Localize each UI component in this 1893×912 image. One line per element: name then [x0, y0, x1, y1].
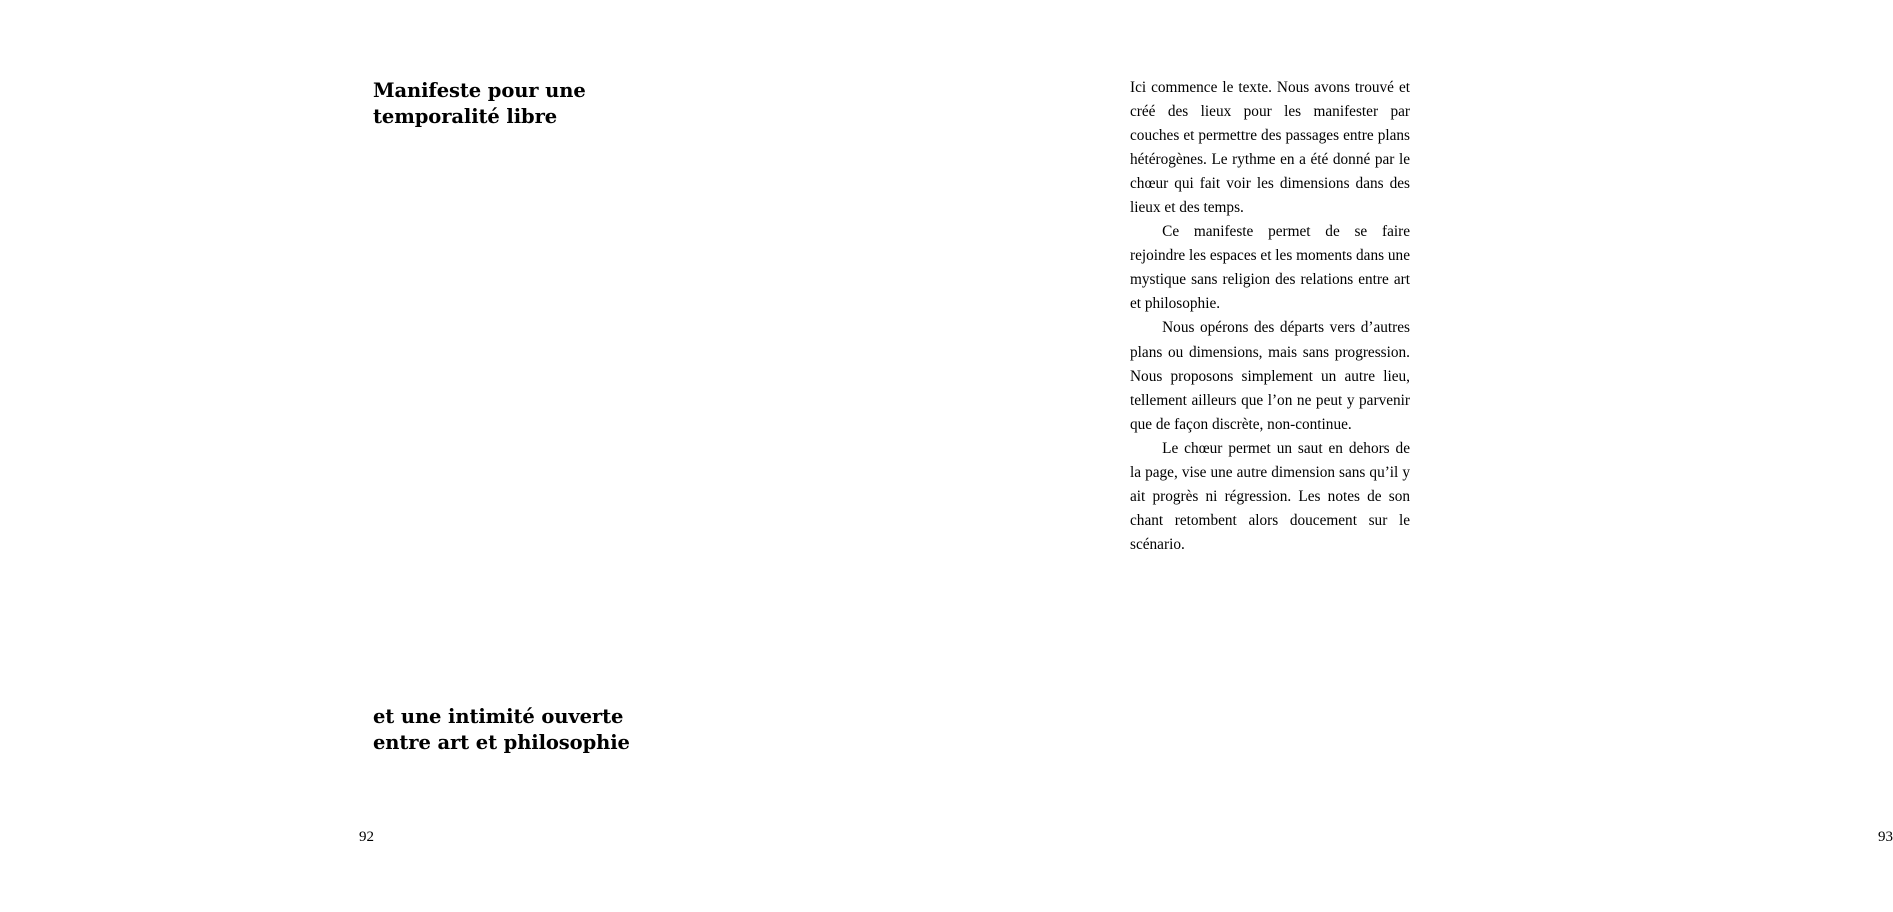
folio-left: 92 [359, 829, 374, 845]
page-subtitle [373, 704, 713, 756]
body-paragraph: Le chœur permet un saut en dehors de la page, vise une autre dimension sans qu’il y ait progrès ni régression. Les notes de son chant retombent alors doucement sur le scénario. [1130, 439, 1410, 553]
body-paragraph: Nous opérons des départs vers d’autres plans ou dimensions, mais sans progression. Nous proposons simplement un autre lieu, tellement ailleurs que l’on ne peut y parvenir que de façon discrète, non-continue. [1130, 319, 1410, 433]
left-page [0, 0, 743, 912]
page-title-line-1: Manifeste pour une [373, 79, 586, 102]
page-title-line-2: temporalité libre [373, 105, 558, 128]
right-page [743, 0, 1893, 912]
body-paragraph: Ce manifeste permet de se faire rejoindre les espaces et les moments dans une mystique sans religion des relations entre art et philosophie. [1130, 223, 1410, 313]
page-subtitle-line-2: entre art et philosophie [373, 731, 630, 754]
page-subtitle-line-1: et une intimité ouverte [373, 705, 624, 728]
body-text-column [1130, 76, 1410, 557]
page-title [373, 78, 703, 130]
body-paragraph: Ici commence le texte. Nous avons trouvé et créé des lieux pour les manifester par couches et permettre des passages entre plans hétérogènes. Le rythme en a été donné par le chœur qui fait voir les dimensions dans des lieux et des temps. [1130, 79, 1410, 217]
folio-right: 93 [1878, 829, 1893, 845]
